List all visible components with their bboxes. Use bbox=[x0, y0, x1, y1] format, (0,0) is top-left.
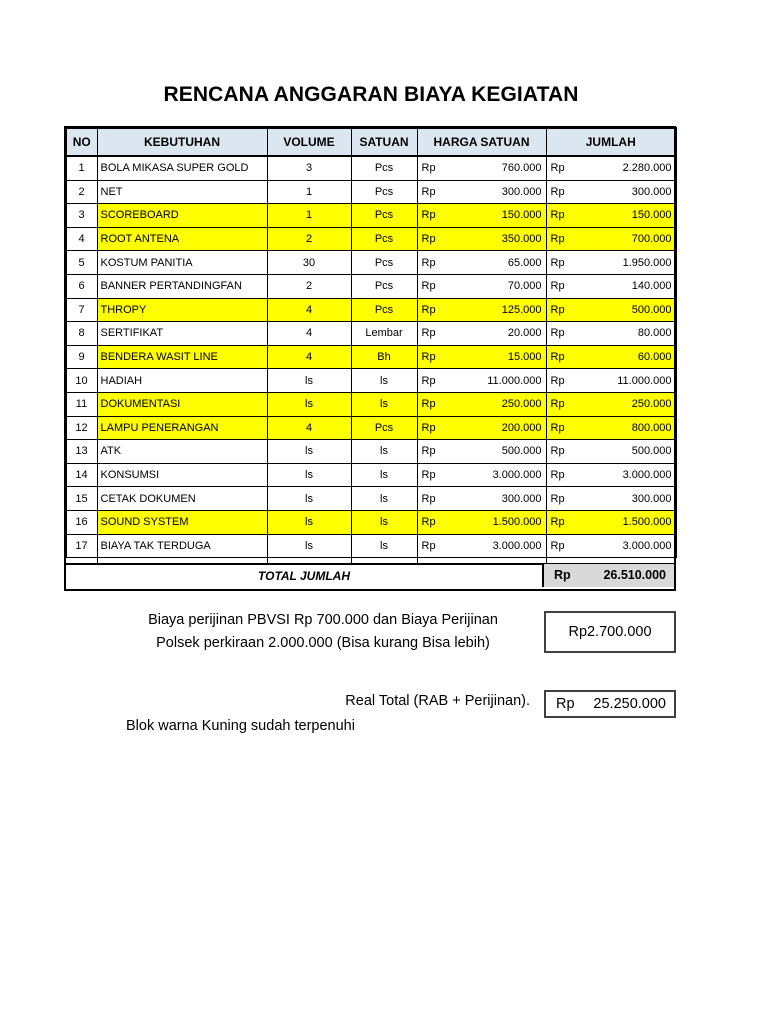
row-kebutuhan: ROOT ANTENA bbox=[97, 227, 267, 251]
row-harga-satuan: 11.000.000 bbox=[451, 369, 546, 393]
row-jumlah: 3.000.000 bbox=[576, 463, 676, 487]
table-row bbox=[66, 392, 676, 416]
row-harga-satuan: 500.000 bbox=[451, 440, 546, 464]
row-volume: 4 bbox=[267, 298, 351, 322]
row-jumlah-currency: Rp bbox=[546, 227, 576, 251]
row-volume: ls bbox=[267, 440, 351, 464]
row-satuan: Pcs bbox=[351, 204, 417, 228]
row-no: 11 bbox=[66, 392, 97, 416]
row-harga-satuan: 300.000 bbox=[451, 180, 546, 204]
row-harga-currency: Rp bbox=[417, 345, 451, 369]
table-row bbox=[66, 416, 676, 440]
row-jumlah-currency: Rp bbox=[546, 392, 576, 416]
header-jumlah: JUMLAH bbox=[546, 128, 676, 156]
row-jumlah-currency: Rp bbox=[546, 251, 576, 275]
real-total-label: Real Total (RAB + Perijinan). bbox=[345, 693, 530, 709]
row-no: 9 bbox=[66, 345, 97, 369]
row-jumlah: 140.000 bbox=[576, 274, 676, 298]
row-volume: 30 bbox=[267, 251, 351, 275]
row-no: 7 bbox=[66, 298, 97, 322]
row-satuan: Pcs bbox=[351, 227, 417, 251]
row-volume: ls bbox=[267, 463, 351, 487]
row-no: 15 bbox=[66, 487, 97, 511]
row-satuan: ls bbox=[351, 487, 417, 511]
table-row bbox=[66, 204, 676, 228]
table-header-row bbox=[66, 128, 676, 156]
table-row bbox=[66, 274, 676, 298]
row-jumlah-currency: Rp bbox=[546, 204, 576, 228]
row-kebutuhan: CETAK DOKUMEN bbox=[97, 487, 267, 511]
row-no: 13 bbox=[66, 440, 97, 464]
row-kebutuhan: SOUND SYSTEM bbox=[97, 510, 267, 534]
row-jumlah: 500.000 bbox=[576, 440, 676, 464]
row-harga-currency: Rp bbox=[417, 416, 451, 440]
row-kebutuhan: THROPY bbox=[97, 298, 267, 322]
row-satuan: ls bbox=[351, 369, 417, 393]
table-row bbox=[66, 180, 676, 204]
row-jumlah: 80.000 bbox=[576, 322, 676, 346]
row-jumlah-currency: Rp bbox=[546, 463, 576, 487]
row-harga-currency: Rp bbox=[417, 440, 451, 464]
row-harga-satuan: 350.000 bbox=[451, 227, 546, 251]
row-harga-satuan: 200.000 bbox=[451, 416, 546, 440]
row-harga-satuan: 3.000.000 bbox=[451, 534, 546, 558]
row-no: 12 bbox=[66, 416, 97, 440]
row-harga-satuan: 125.000 bbox=[451, 298, 546, 322]
row-jumlah-currency: Rp bbox=[546, 534, 576, 558]
row-volume: 4 bbox=[267, 345, 351, 369]
row-kebutuhan: HADIAH bbox=[97, 369, 267, 393]
row-volume: 4 bbox=[267, 416, 351, 440]
row-volume: ls bbox=[267, 369, 351, 393]
row-harga-currency: Rp bbox=[417, 156, 451, 180]
row-jumlah: 2.280.000 bbox=[576, 156, 676, 180]
row-kebutuhan: KOSTUM PANITIA bbox=[97, 251, 267, 275]
row-kebutuhan: BIAYA TAK TERDUGA bbox=[97, 534, 267, 558]
row-jumlah: 500.000 bbox=[576, 298, 676, 322]
row-jumlah-currency: Rp bbox=[546, 274, 576, 298]
row-no: 6 bbox=[66, 274, 97, 298]
row-kebutuhan: NET bbox=[97, 180, 267, 204]
row-jumlah: 300.000 bbox=[576, 487, 676, 511]
header-no: NO bbox=[66, 128, 97, 156]
row-kebutuhan: LAMPU PENERANGAN bbox=[97, 416, 267, 440]
header-volume: VOLUME bbox=[267, 128, 351, 156]
row-no: 17 bbox=[66, 534, 97, 558]
row-jumlah: 150.000 bbox=[576, 204, 676, 228]
header-harga-satuan: HARGA SATUAN bbox=[417, 128, 546, 156]
row-harga-satuan: 250.000 bbox=[451, 392, 546, 416]
row-no: 1 bbox=[66, 156, 97, 180]
row-jumlah: 700.000 bbox=[576, 227, 676, 251]
row-kebutuhan: KONSUMSI bbox=[97, 463, 267, 487]
budget-table bbox=[65, 127, 677, 558]
table-row bbox=[66, 322, 676, 346]
header-satuan: SATUAN bbox=[351, 128, 417, 156]
row-kebutuhan: SCOREBOARD bbox=[97, 204, 267, 228]
row-harga-currency: Rp bbox=[417, 251, 451, 275]
row-kebutuhan: BENDERA WASIT LINE bbox=[97, 345, 267, 369]
row-satuan: Pcs bbox=[351, 156, 417, 180]
row-harga-currency: Rp bbox=[417, 510, 451, 534]
table-row bbox=[66, 251, 676, 275]
row-no: 3 bbox=[66, 204, 97, 228]
table-row bbox=[66, 156, 676, 180]
row-harga-currency: Rp bbox=[417, 180, 451, 204]
row-no: 8 bbox=[66, 322, 97, 346]
row-jumlah-currency: Rp bbox=[546, 345, 576, 369]
document-title: RENCANA ANGGARAN BIAYA KEGIATAN bbox=[163, 83, 579, 106]
row-satuan: Pcs bbox=[351, 251, 417, 275]
row-harga-satuan: 70.000 bbox=[451, 274, 546, 298]
perijinan-note-line2: Polsek perkiraan 2.000.000 (Bisa kurang Bisa lebih) bbox=[156, 635, 490, 651]
table-row bbox=[66, 227, 676, 251]
row-jumlah: 800.000 bbox=[576, 416, 676, 440]
total-value: 26.510.000 bbox=[603, 568, 666, 582]
row-satuan: Pcs bbox=[351, 180, 417, 204]
row-kebutuhan: DOKUMENTASI bbox=[97, 392, 267, 416]
row-no: 10 bbox=[66, 369, 97, 393]
row-satuan: Lembar bbox=[351, 322, 417, 346]
total-currency: Rp bbox=[554, 568, 571, 582]
row-volume: ls bbox=[267, 534, 351, 558]
row-harga-currency: Rp bbox=[417, 227, 451, 251]
row-satuan: ls bbox=[351, 463, 417, 487]
real-total-box bbox=[544, 690, 676, 718]
row-satuan: ls bbox=[351, 534, 417, 558]
row-no: 14 bbox=[66, 463, 97, 487]
row-jumlah: 1.950.000 bbox=[576, 251, 676, 275]
row-kebutuhan: ATK bbox=[97, 440, 267, 464]
row-kebutuhan: SERTIFIKAT bbox=[97, 322, 267, 346]
row-jumlah-currency: Rp bbox=[546, 322, 576, 346]
row-volume: ls bbox=[267, 510, 351, 534]
row-no: 5 bbox=[66, 251, 97, 275]
perijinan-note bbox=[118, 609, 528, 655]
row-jumlah-currency: Rp bbox=[546, 156, 576, 180]
total-value-box bbox=[542, 564, 674, 587]
row-jumlah: 11.000.000 bbox=[576, 369, 676, 393]
yellow-block-note: Blok warna Kuning sudah terpenuhi bbox=[126, 718, 355, 734]
row-harga-satuan: 1.500.000 bbox=[451, 510, 546, 534]
row-harga-satuan: 3.000.000 bbox=[451, 463, 546, 487]
row-jumlah-currency: Rp bbox=[546, 416, 576, 440]
row-no: 2 bbox=[66, 180, 97, 204]
row-volume: ls bbox=[267, 487, 351, 511]
row-kebutuhan: BOLA MIKASA SUPER GOLD bbox=[97, 156, 267, 180]
table-row bbox=[66, 440, 676, 464]
table-row bbox=[66, 463, 676, 487]
row-jumlah-currency: Rp bbox=[546, 298, 576, 322]
row-satuan: ls bbox=[351, 392, 417, 416]
row-harga-satuan: 150.000 bbox=[451, 204, 546, 228]
row-volume: 3 bbox=[267, 156, 351, 180]
table-row bbox=[66, 298, 676, 322]
row-kebutuhan: BANNER PERTANDINGFAN bbox=[97, 274, 267, 298]
row-volume: 2 bbox=[267, 274, 351, 298]
table-body bbox=[66, 156, 676, 558]
row-satuan: Bh bbox=[351, 345, 417, 369]
row-satuan: Pcs bbox=[351, 298, 417, 322]
row-harga-currency: Rp bbox=[417, 274, 451, 298]
row-satuan: Pcs bbox=[351, 416, 417, 440]
row-volume: 1 bbox=[267, 180, 351, 204]
real-total-value: 25.250.000 bbox=[593, 696, 666, 712]
row-harga-currency: Rp bbox=[417, 204, 451, 228]
perijinan-note-line1: Biaya perijinan PBVSI Rp 700.000 dan Biaya Perijinan bbox=[148, 612, 498, 628]
row-harga-currency: Rp bbox=[417, 487, 451, 511]
row-satuan: ls bbox=[351, 440, 417, 464]
row-jumlah: 250.000 bbox=[576, 392, 676, 416]
row-harga-satuan: 15.000 bbox=[451, 345, 546, 369]
row-harga-currency: Rp bbox=[417, 322, 451, 346]
row-jumlah: 1.500.000 bbox=[576, 510, 676, 534]
table-row bbox=[66, 369, 676, 393]
row-harga-currency: Rp bbox=[417, 463, 451, 487]
row-jumlah-currency: Rp bbox=[546, 180, 576, 204]
row-jumlah: 3.000.000 bbox=[576, 534, 676, 558]
row-volume: 2 bbox=[267, 227, 351, 251]
row-jumlah: 60.000 bbox=[576, 345, 676, 369]
row-harga-satuan: 300.000 bbox=[451, 487, 546, 511]
row-jumlah-currency: Rp bbox=[546, 487, 576, 511]
row-harga-satuan: 760.000 bbox=[451, 156, 546, 180]
table-row bbox=[66, 534, 676, 558]
perijinan-total-box: Rp2.700.000 bbox=[544, 611, 676, 653]
row-jumlah: 300.000 bbox=[576, 180, 676, 204]
row-harga-currency: Rp bbox=[417, 392, 451, 416]
row-harga-currency: Rp bbox=[417, 369, 451, 393]
table-row bbox=[66, 345, 676, 369]
row-harga-satuan: 65.000 bbox=[451, 251, 546, 275]
table-row bbox=[66, 510, 676, 534]
row-jumlah-currency: Rp bbox=[546, 440, 576, 464]
row-volume: 1 bbox=[267, 204, 351, 228]
table-row bbox=[66, 487, 676, 511]
row-harga-currency: Rp bbox=[417, 298, 451, 322]
header-kebutuhan: KEBUTUHAN bbox=[97, 128, 267, 156]
real-total-currency: Rp bbox=[556, 696, 575, 712]
total-label: TOTAL JUMLAH bbox=[258, 569, 350, 583]
row-satuan: Pcs bbox=[351, 274, 417, 298]
row-jumlah-currency: Rp bbox=[546, 510, 576, 534]
row-jumlah-currency: Rp bbox=[546, 369, 576, 393]
row-satuan: ls bbox=[351, 510, 417, 534]
row-harga-currency: Rp bbox=[417, 534, 451, 558]
row-harga-satuan: 20.000 bbox=[451, 322, 546, 346]
row-no: 4 bbox=[66, 227, 97, 251]
row-volume: 4 bbox=[267, 322, 351, 346]
row-volume: ls bbox=[267, 392, 351, 416]
row-no: 16 bbox=[66, 510, 97, 534]
